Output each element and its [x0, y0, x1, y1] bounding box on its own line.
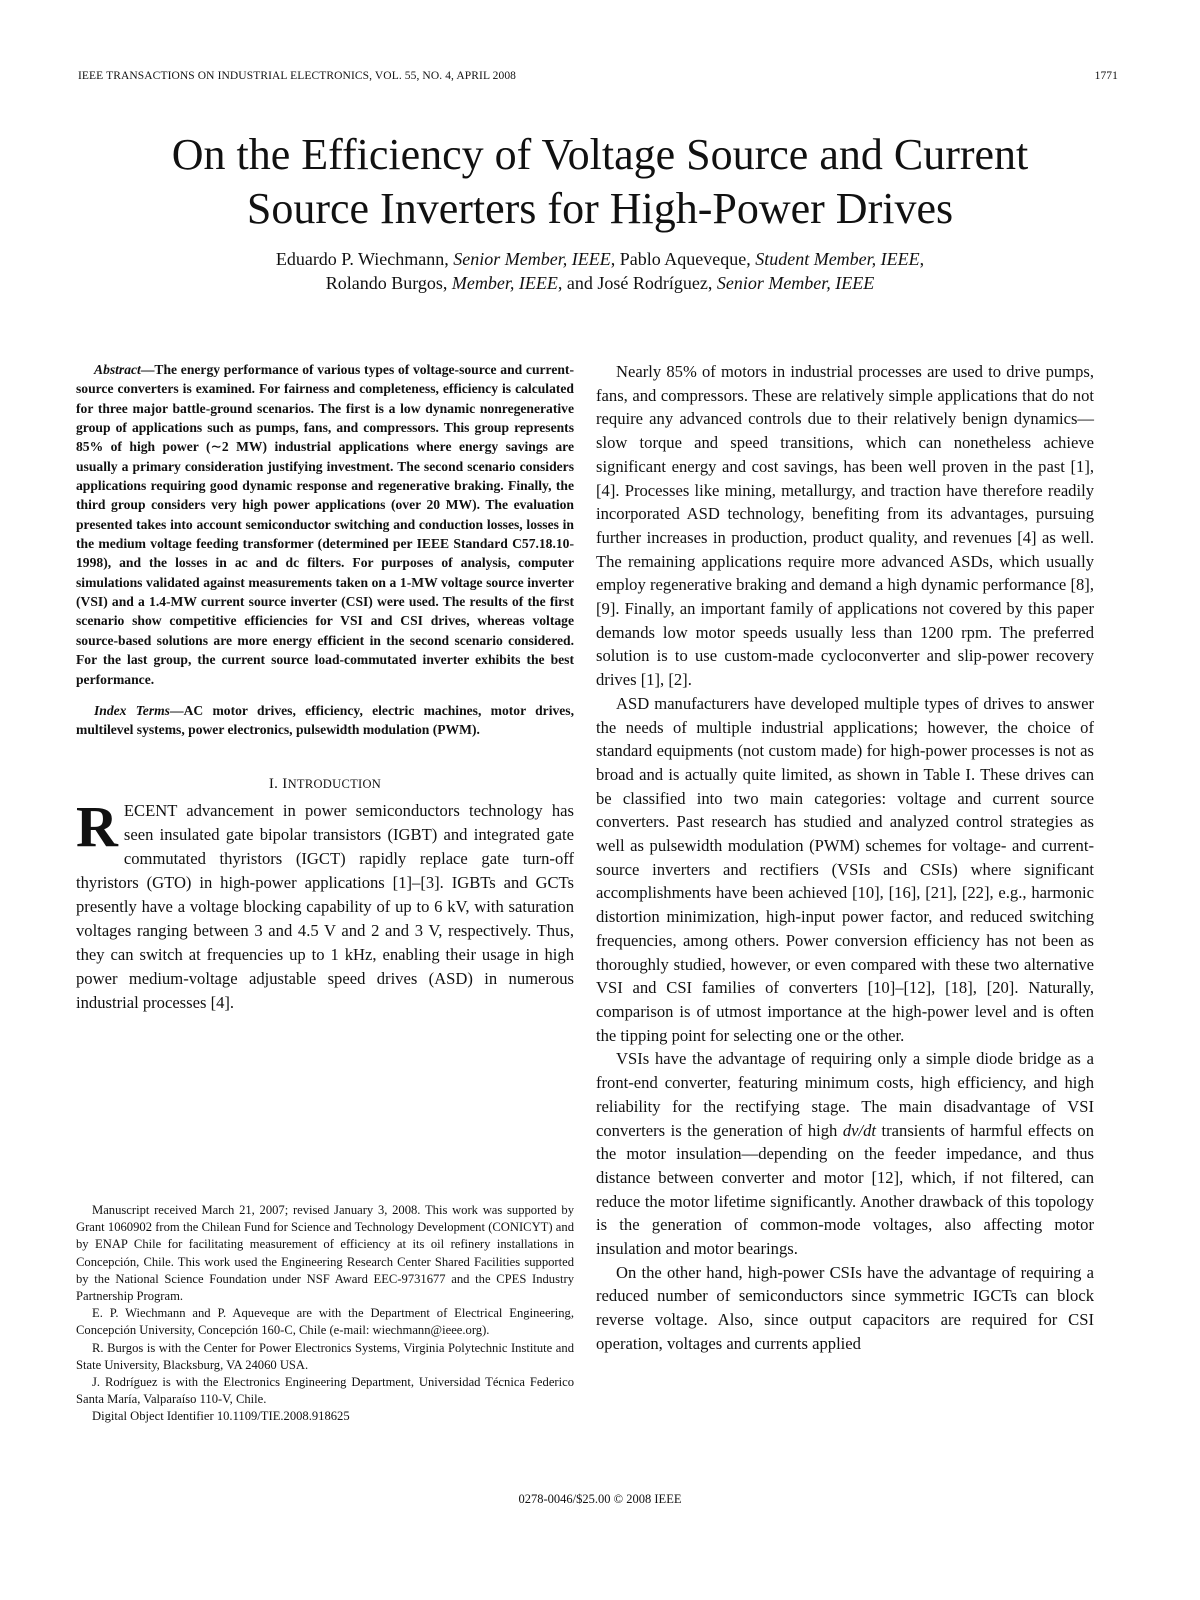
copyright-notice: 0278-0046/$25.00 © 2008 IEEE	[518, 1492, 682, 1506]
footnote-affiliation-2: R. Burgos is with the Center for Power Electronics Systems, Virginia Polytechnic Institute and State University, Blacksburg, VA 24060 USA.	[76, 1340, 574, 1372]
paragraph-asd-manufacturers: ASD manufacturers have developed multiple types of drives to answer the needs of multiple industrial applications; however, the choice of standard equipments (not custom made) for high-power processes is not as broad and is actually quite limited, as shown in Table I. These drives can be classified into two main categories: voltage and current source converters. Past research has studied and analyzed control strategies as well as pulsewidth modulation (PWM) schemes for voltage- and current-source inverters and rectifiers (VSIs and CSIs) where significant accomplishments have been achieved [10], [16], [21], [22], e.g., harmonic distortion minimization, high-input power factor, and reduced switching frequencies, among others. Power conversion efficiency has not been as thoroughly studied, however, or even compared with these two alternative VSI and CSI families of converters [10]–[12], [18], [20]. Naturally, comparison is of utmost importance at the high-power level and is often the tipping point for selecting one or the other.	[596, 693, 1094, 1045]
footnote-affiliation-1: E. P. Wiechmann and P. Aqueveque are with the Department of Electrical Engineering, Concepción University, Concepción 160-C, Chile (e-mail: wiechmann@ieee.org).	[76, 1306, 574, 1338]
index-terms-label: Index Terms	[94, 702, 170, 718]
running-header	[78, 70, 1118, 88]
left-column	[76, 360, 574, 1015]
footnote-manuscript: Manuscript received March 21, 2007; revised January 3, 2008. This work was supported by Grant 1060902 from the Chilean Fund for Science and Technology Development (CONICYT) and by ENAP Chile for facilitating measurement of efficiency at its oil refinery installations in Concepción, Chile. This work used the Engineering Research Center Shared Facilities supported by the National Science Foundation under NSF Award EEC-9731677 and the CPES Industry Partnership Program.	[76, 1203, 574, 1304]
intro-paragraph	[76, 793, 574, 1016]
section-title: NTRODUCTION	[287, 776, 382, 791]
title-line-1: On the Efficiency of Voltage Source and Current	[171, 130, 1029, 179]
author-1-name: Eduardo P. Wiechmann,	[275, 249, 454, 269]
author-2-tail: ,	[919, 249, 925, 269]
author-line-2	[60, 271, 1140, 295]
footnotes	[76, 1202, 574, 1426]
right-column	[596, 360, 1094, 1356]
author-2-name: , Pablo Aqueveque,	[610, 249, 756, 269]
drop-cap: R	[76, 793, 118, 859]
vsi-text-b: transients of harmful effects on the motor insulation—depending on the feeder impedance, and thus distance between converter and motor [12], which, if not filtered, can reduce the motor lifetime significantly. Another drawback of this topology is the generation of common-mode voltages, also affecting motor insulation and motor bearings.	[596, 1120, 1094, 1259]
author-3-role: Member, IEEE	[451, 273, 558, 293]
page-number: 1771	[1094, 70, 1118, 82]
journal-citation: IEEE TRANSACTIONS ON INDUSTRIAL ELECTRONICS, VOL. 55, NO. 4, APRIL 2008	[78, 70, 517, 82]
author-2-role: Student Member, IEEE	[755, 249, 920, 269]
paragraph-vsi	[596, 1047, 1094, 1260]
paragraph-csi: On the other hand, high-power CSIs have the advantage of requiring a reduced number of semiconductors since symmetric IGCTs can block reverse voltage. Also, since output capacitors are required for CSI operation, voltages and currents applied	[596, 1262, 1094, 1353]
footnote-doi: Digital Object Identifier 10.1109/TIE.2008.918625	[92, 1409, 350, 1424]
abstract-label: Abstract	[94, 362, 141, 377]
author-3-name: Rolando Burgos,	[325, 273, 452, 293]
intro-text: ECENT advancement in power semiconductors technology has seen insulated gate bipolar transistors (IGBT) and integrated gate commutated thyristors (IGCT) rapidly replace gate turn-off thyristors (GTO) in high-power applications [1]–[3]. IGBTs and GCTs presently have a voltage blocking capability of up to 6 kV, with saturation voltages ranging between 3 and 4.5 V and 2 and 3 V, respectively. Thus, they can switch at frequencies up to 1 kHz, enabling their usage in high power medium-voltage adjustable speed drives (ASD) in numerous industrial processes [4].	[76, 800, 574, 1013]
abstract-text: —The energy performance of various types of voltage-source and current-source converters is examined. For fairness and completeness, efficiency is calculated for three major battle-ground scenarios. The first is a low dynamic nonregenerative group of applications such as pumps, fans, and compressors. This group represents 85% of high power (∼2 MW) industrial applications where energy savings are usually a primary consideration justifying investment. The second scenario considers applications requiring good dynamic response and regenerative braking. Finally, the third group considers very high power applications (over 20 MW). The evaluation presented takes into account semiconductor switching and conduction losses, losses in the medium voltage feeding transformer (determined per IEEE Standard C57.18.10-1998), and the losses in ac and dc filters. For purposes of analysis, computer simulations validated against measurements taken on a 1-MW voltage source inverter (VSI) and a 1.4-MW current source inverter (CSI) were used. The results of the first scenario show competitive efficiencies for VSI and CSI drives, whereas voltage source-based solutions are more energy efficient in the second scenario considered. For the last group, the current source load-commutated inverter exhibits the best performance.	[76, 362, 574, 687]
author-list	[60, 247, 1140, 295]
section-heading-introduction	[76, 776, 574, 793]
abstract	[76, 360, 574, 689]
paragraph-motors: Nearly 85% of motors in industrial processes are used to drive pumps, fans, and compressors. These are relatively simple applications that do not require any advanced controls due to their relatively benign dynamics—slow torque and speed transitions, which can nonetheless achieve significant energy and cost savings, has been well proven in the past [1], [4]. Processes like mining, metallurgy, and traction have therefore readily incorporated ASD technology, benefiting from its advantages, pursuing further increases in production, product quality, and revenues [4] as well. The remaining applications require more advanced ASDs, which usually employ regenerative braking and demand a high dynamic performance [8], [9]. Finally, an important family of applications not covered by this paper demands low motor speeds usually less than 1200 rpm. The preferred solution is to use custom-made cycloconverter and slip-power recovery drives [1], [2].	[596, 362, 1094, 690]
index-terms	[76, 701, 574, 740]
math-dvdt: dv/dt	[842, 1120, 877, 1140]
author-1-role: Senior Member, IEEE	[453, 249, 611, 269]
title-line-2: Source Inverters for High-Power Drives	[246, 184, 954, 233]
paper-title	[60, 128, 1140, 236]
author-4-role: Senior Member, IEEE	[716, 273, 875, 293]
footnote-affiliation-3: J. Rodríguez is with the Electronics Engineering Department, Universidad Técnica Federico Santa María, Valparaíso 110-V, Chile.	[76, 1375, 574, 1407]
vsi-text-a: VSIs have the advantage of requiring only a simple diode bridge as a front-end converter, featuring minimum costs, high efficiency, and high reliability for the rectifying stage. The main disadvantage of VSI converters is the generation of high	[596, 1049, 1094, 1140]
index-terms-text: —AC motor drives, efficiency, electric machines, motor drives, multilevel systems, power electronics, pulsewidth modulation (PWM).	[76, 702, 575, 738]
author-4-name: , and José Rodríguez,	[557, 273, 717, 293]
author-line-1	[60, 247, 1140, 271]
section-numeral: I. I	[268, 775, 288, 792]
